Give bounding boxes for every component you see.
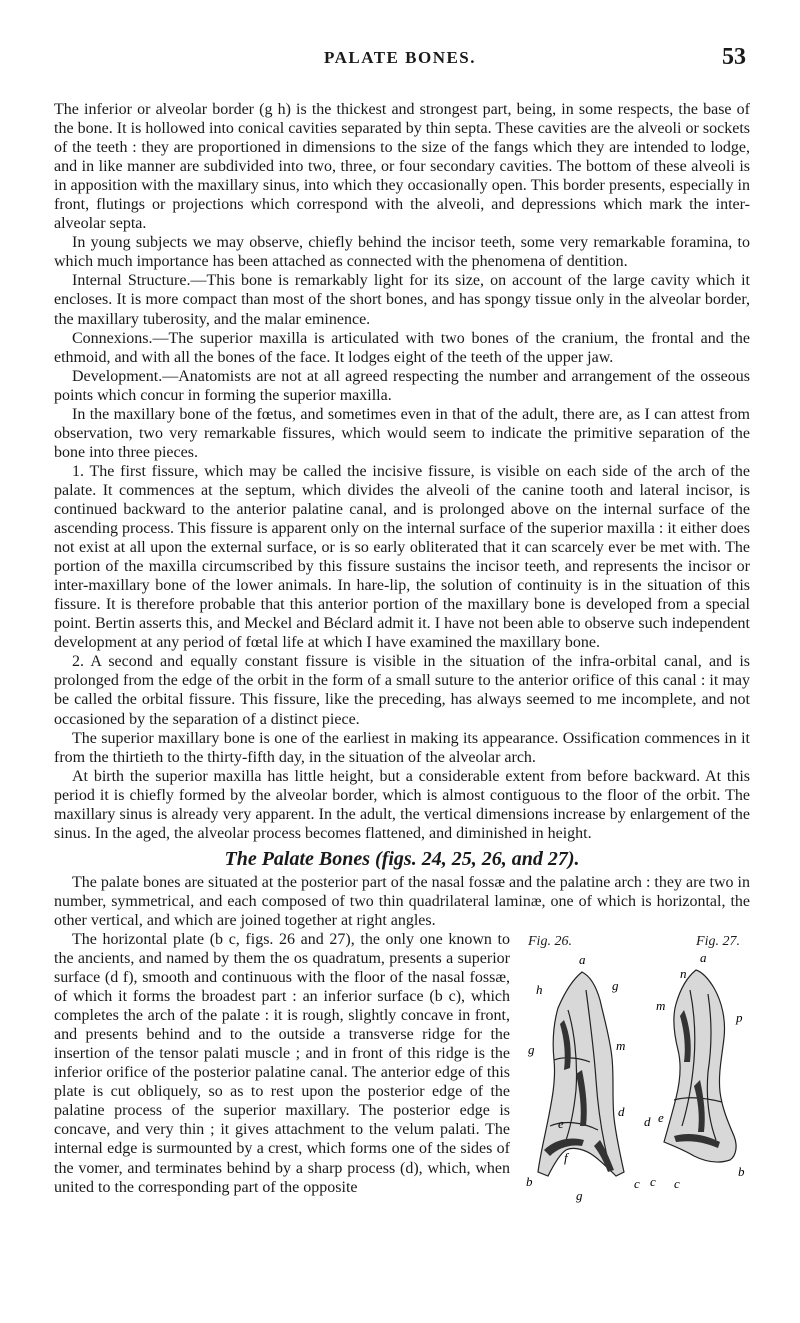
body-text bbox=[54, 100, 750, 1250]
figure-26-label: h bbox=[536, 981, 543, 997]
paragraph: The horizontal plate (b c, figs. 26 and 27), the only one known to the ancients, and named by them the os quadratum, presents a superior surface (d f), smooth and continuous with the floor of the nasal fossæ, of which it forms the broadest part : an inferior surface (b c), which completes the arch of the palate : it is rough, slightly concave in front, and presents behind and to the outside a transverse ridge for the insertion of the tensor palati muscle ; and in front of this ridge is the inferior orifice of the posterior palatine canal. The anterior edge of this plate is cut obliquely, so as to rest upon the posterior edge of the palatine process of the superior maxillary. The posterior edge is concave, and very thin ; it gives attachment to the velum palati. The internal edge is surmounted by a crest, which forms one of the sides of the vomer, and terminates behind by a sharp process (d), which, when united to the corresponding part of the opposite bbox=[54, 930, 510, 1196]
paragraph: In the maxillary bone of the fœtus, and sometimes even in that of the adult, there are, as I can attest from observation, two very remarkable fissures, which would seem to indicate the primitive separation of the bone into three pieces. bbox=[54, 405, 750, 461]
figure-26-label: a bbox=[579, 951, 586, 967]
figure-26-label: g bbox=[612, 977, 619, 993]
figure-26-label: d bbox=[618, 1103, 625, 1119]
running-title: PALATE BONES. bbox=[323, 48, 477, 67]
figure-26-label: c bbox=[634, 1175, 640, 1191]
palate-bone-illustration bbox=[524, 950, 750, 1230]
paragraph: The inferior or alveolar border (g h) is the thickest and strongest part, being, in some respects, the base of the bone. It is hollowed into conical cavities separated by thin septa. These cavities are the alveoli or sockets of the teeth : they are proportioned in dimensions to the size of the fangs which they are intended to lodge, and in like manner are subdivided into two, three, or four secondary cavities. The bottom of these alveoli is in apposition with the maxillary sinus, into which they occasionally open. This border presents, especially in front, flutings or projections which correspond with the alveoli, and depressions which mark the inter-alveolar septa. bbox=[54, 101, 750, 233]
figure-27-label: p bbox=[736, 1009, 743, 1025]
figure-26-label: f bbox=[564, 1149, 568, 1165]
figure-panel bbox=[524, 932, 750, 1248]
figure-27-label: c bbox=[674, 1175, 680, 1191]
figure-27-label: e bbox=[658, 1109, 664, 1125]
page-header bbox=[54, 44, 746, 84]
figure-27-label: m bbox=[656, 997, 666, 1013]
figure-27-drawing bbox=[664, 970, 736, 1162]
paragraph: In young subjects we may observe, chiefly behind the incisor teeth, some very remarkable foramina, to which much importance has been attached as connected with the phenomena of dentition. bbox=[54, 234, 750, 271]
paragraph: The superior maxillary bone is one of the earliest in making its appearance. Ossification commences in it from the thirtieth to the thirty-fifth day, in the situation of the alveolar arch. bbox=[54, 729, 750, 766]
figure-27-label: c bbox=[650, 1173, 656, 1189]
figure-26-caption: Fig. 26. bbox=[528, 933, 572, 949]
section-heading: The Palate Bones (figs. 24, 25, 26, and 27). bbox=[224, 847, 580, 870]
figure-27-label: a bbox=[700, 949, 707, 965]
figure-26-label: g bbox=[528, 1041, 535, 1057]
paragraph: Connexions.—The superior maxilla is articulated with two bones of the cranium, the frontal and the ethmoid, and with all the bones of the face. It lodges eight of the teeth of the upper jaw. bbox=[54, 329, 750, 366]
paragraph: 2. A second and equally constant fissure is visible in the situation of the infra-orbital canal, and is prolonged from the edge of the orbit in the form of a small suture to the anterior orifice of this canal : it may be called the orbital fissure. This fissure, like the preceding, has always seemed to me incomplete, and not occasioned by the separation of a distinct piece. bbox=[54, 653, 750, 728]
figure-26-label: m bbox=[616, 1037, 626, 1053]
figure-27-label: d bbox=[644, 1113, 651, 1129]
paragraph: Development.—Anatomists are not at all agreed respecting the number and arrangement of the osseous points which concur in forming the superior maxilla. bbox=[54, 367, 750, 404]
figure-27-label: b bbox=[738, 1163, 745, 1179]
figure-26-label: e bbox=[558, 1115, 564, 1131]
figure-26-label: b bbox=[526, 1173, 533, 1189]
figure-27-caption: Fig. 27. bbox=[696, 933, 740, 949]
paragraph: 1. The first fissure, which may be called the incisive fissure, is visible on each side of the arch of the palate. It commences at the septum, which divides the alveoli of the canine tooth and lateral incisor, is continued backward to the anterior palatine canal, and is prolonged above on the internal surface of the ascending process. This fissure is apparent only on the internal surface of the superior maxilla : it either does not exist at all upon the external surface, or is so early obliterated that it can scarcely ever be met with. The portion of the maxilla circumscribed by this fissure sustains the incisor teeth, and represents the incisor or inter-maxillary bone of the lower animals. In hare-lip, the solution of continuity is in the situation of this fissure. It is therefore probable that this anterior portion of the maxillary bone is developed from a special point. Bertin asserts this, and Meckel and Béclard admit it. I have not been able to observe such independent development at any period of fœtal life at which I have examined the maxillary bone. bbox=[54, 462, 750, 652]
figure-26-label: g bbox=[576, 1187, 583, 1203]
paragraph: Internal Structure.—This bone is remarkably light for its size, on account of the large cavity which it encloses. It is more compact than most of the short bones, and has spongy tissue only in the alveolar border, the maxillary tuberosity, and the malar eminence. bbox=[54, 272, 750, 328]
page-number: 53 bbox=[722, 44, 746, 70]
figure-27-label: n bbox=[680, 965, 687, 981]
paragraph: The palate bones are situated at the posterior part of the nasal fossæ and the palatine arch : they are two in number, symmetrical, and each composed of two thin quadrilateral laminæ, one of which is horizontal, the other vertical, and which are joined together at right angles. bbox=[54, 873, 750, 929]
paragraph: At birth the superior maxilla has little height, but a considerable extent from before backward. At this period it is chiefly formed by the alveolar border, which is almost contiguous to the floor of the orbit. The maxillary sinus is already very apparent. In the adult, the vertical dimensions increase by enlargement of the sinus. In the aged, the alveolar process becomes flattened, and diminished in height. bbox=[54, 767, 750, 842]
